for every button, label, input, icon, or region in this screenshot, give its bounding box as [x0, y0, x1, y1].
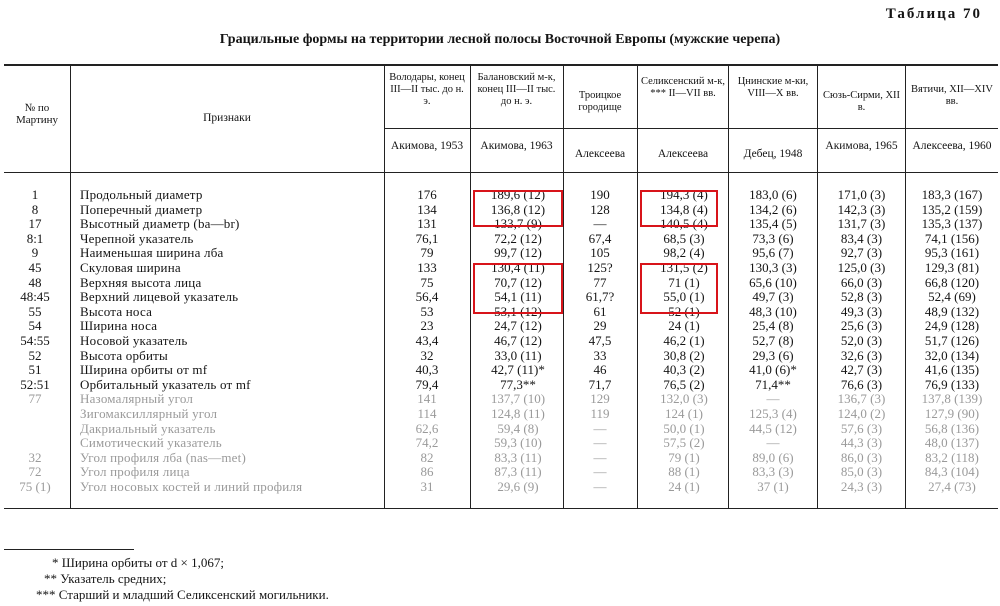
table-cell: 124,8 (11) — [491, 406, 545, 421]
col-divider-4 — [563, 64, 564, 508]
table-cell: — — [766, 435, 780, 451]
row-num: 32 — [28, 449, 42, 465]
table-cell: 171,0 (3) — [837, 187, 886, 202]
table-cell: 25,6 (3) — [840, 318, 883, 334]
row-num: 45 — [28, 260, 42, 275]
col-divider-8 — [905, 64, 906, 508]
table-cell: 75 — [420, 274, 434, 290]
table-cell: 29,6 (9) — [497, 479, 539, 494]
table-cell: 53 — [420, 303, 434, 319]
table-cell: 71,4** — [755, 376, 791, 392]
table-cell: 125? — [587, 260, 613, 275]
table-cell: 53,1 (12) — [494, 303, 542, 319]
row-feature-name: Ширина орбиты от mf — [80, 362, 208, 378]
table-cell: 33,0 (11) — [494, 347, 542, 363]
row-num: 1 — [31, 187, 39, 202]
table-cell: 65,6 (10) — [749, 274, 797, 290]
table-cell: 132,0 (3) — [660, 391, 708, 407]
header-ref-7: Алексеева, 1960 — [912, 140, 992, 152]
col-divider-2 — [384, 64, 385, 508]
table-cell: 141 — [417, 391, 437, 407]
table-cell: 47,5 — [588, 333, 612, 348]
row-feature-name: Угол профиля лица — [80, 464, 190, 480]
table-cell: 76,6 (3) — [840, 376, 883, 392]
table-cell: 83,3 (3) — [752, 464, 794, 480]
table-cell: 84,3 (104) — [924, 464, 980, 480]
table-cell: 88 (1) — [668, 464, 700, 480]
table-cell: 83,3 (11) — [494, 449, 542, 465]
row-feature-name: Угол профиля лба (nas—met) — [80, 449, 246, 465]
table-cell: 40,3 (2) — [663, 362, 705, 378]
table-cell: 48,0 (137) — [924, 435, 980, 451]
header-group-2: Балановский м-к, конец III—II тыс. до н. э. — [477, 72, 556, 107]
table-cell: 137,8 (139) — [921, 391, 983, 407]
table-cell: — — [766, 391, 780, 407]
table-cell: 189,6 (12) — [490, 187, 546, 202]
table-cell: — — [593, 464, 607, 480]
table-cell: — — [593, 420, 607, 436]
row-num: 48 — [28, 274, 42, 290]
col-divider-5 — [637, 64, 638, 508]
table-cell: 194,3 (4) — [660, 187, 708, 202]
row-feature-name: Дакриальный указатель — [80, 420, 216, 436]
highlight-box-2 — [473, 260, 563, 314]
table-cell: 44,5 (12) — [749, 420, 797, 436]
table-cell: 129,3 (81) — [924, 260, 980, 275]
table-cell: 43,4 — [415, 333, 439, 348]
table-cell: 76,1 — [415, 230, 439, 246]
table-cell: 131 — [417, 216, 437, 232]
row-num: 52:51 — [20, 376, 50, 392]
header-ref-1: Акимова, 1953 — [390, 140, 464, 152]
row-num: 8:1 — [26, 230, 44, 246]
table-cell: 62,6 — [415, 420, 439, 436]
table-cell: 128 — [590, 201, 610, 217]
row-feature-name: Угол носовых костей и линий профиля — [80, 479, 303, 494]
row-num: 52 — [28, 347, 42, 363]
highlight-box-3 — [640, 190, 718, 227]
table-cell: 86 — [420, 464, 434, 480]
rule-top — [4, 64, 998, 66]
rule-footnote — [4, 549, 134, 550]
row-feature-name: Скуловая ширина — [80, 260, 181, 275]
table-cell: 183,3 (167) — [921, 187, 983, 202]
row-feature-name: Высота орбиты — [80, 347, 168, 363]
table-cell: 125,3 (4) — [749, 406, 797, 421]
table-cell: 52,4 (69) — [928, 289, 976, 305]
table-cell: 32,6 (3) — [840, 347, 883, 363]
table-cell: 46,2 (1) — [663, 333, 705, 348]
table-cell: 95,3 (161) — [924, 245, 980, 261]
table-cell: 52,0 (3) — [840, 333, 883, 348]
row-feature-name: Верхняя высота лица — [80, 274, 202, 290]
table-cell: 98,2 (4) — [663, 245, 705, 261]
table-cell: 33 — [593, 347, 607, 363]
table-cell: 133 — [417, 260, 437, 275]
table-cell: 59,4 (8) — [497, 420, 539, 436]
row-feature-name: Зигомаксиллярный угол — [80, 406, 218, 421]
row-num: 77 — [28, 391, 42, 407]
table-cell: 135,4 (5) — [749, 216, 797, 232]
table-cell: 52,8 (3) — [840, 289, 883, 305]
col-divider-1 — [70, 64, 71, 508]
table-cell: 134,8 (4) — [660, 201, 708, 217]
table-cell: 55,0 (1) — [663, 289, 705, 305]
header-group-7: Вятичи, XII—XIV вв. — [911, 84, 993, 107]
table-cell: 136,7 (3) — [837, 391, 886, 407]
row-feature-name: Орбитальный указатель от mf — [80, 376, 251, 392]
table-cell: 40,3 — [415, 362, 439, 378]
table-cell: 131,5 (2) — [660, 260, 708, 275]
table-cell: 46 — [593, 362, 607, 378]
row-num: 72 — [28, 464, 42, 480]
table-cell: 42,7 (3) — [840, 362, 883, 378]
table-cell: 135,2 (159) — [921, 201, 983, 217]
table-cell: 136,8 (12) — [490, 201, 546, 217]
row-feature-name: Назомалярный угол — [80, 391, 194, 407]
header-group-3: Троицкое городище — [578, 90, 622, 113]
row-num: 17 — [28, 216, 42, 232]
table-cell: 66,0 (3) — [840, 274, 883, 290]
row-num: 8 — [31, 201, 39, 217]
table-title: Грацильные формы на территории лесной полосы Восточной Европы (мужские черепа) — [219, 32, 781, 47]
table-cell: 27,4 (73) — [928, 479, 976, 494]
table-cell: 176 — [417, 187, 437, 202]
table-cell: 76,5 (2) — [663, 376, 705, 392]
table-cell: 79 — [420, 245, 434, 261]
table-cell: 114 — [417, 406, 437, 421]
col-divider-6 — [728, 64, 729, 508]
highlight-box-1 — [473, 187, 563, 227]
table-cell: 49,3 (3) — [840, 303, 883, 319]
table-cell: — — [593, 216, 607, 232]
table-cell: 57,5 (2) — [663, 435, 705, 451]
table-cell: 54,1 (11) — [494, 289, 542, 305]
row-feature-name: Высота носа — [80, 303, 153, 319]
table-cell: 130,4 (11) — [491, 260, 545, 275]
row-num: 75 (1) — [19, 479, 51, 494]
table-cell: 67,4 — [588, 230, 612, 246]
header-group-4: Селиксенский м-к, *** II—VII вв. — [640, 76, 726, 99]
header-group-1: Володары, конец III—II тыс. до н. э. — [389, 72, 465, 107]
table-cell: 131,7 (3) — [837, 216, 886, 232]
table-cell: 50,0 (1) — [663, 420, 705, 436]
table-cell: 92,7 (3) — [840, 245, 883, 261]
table-cell: 57,6 (3) — [840, 420, 883, 436]
col-divider-7 — [817, 64, 818, 508]
highlight-box-4 — [640, 263, 718, 314]
table-cell: 51,7 (126) — [924, 333, 980, 348]
table-cell: 42,7 (11)* — [491, 362, 545, 378]
table-cell: 41,6 (135) — [924, 362, 980, 378]
table-cell: 99,7 (12) — [494, 245, 542, 261]
table-cell: 24 (1) — [668, 318, 700, 334]
table-cell: 59,3 (10) — [494, 435, 542, 451]
table-cell: 30,8 (2) — [663, 347, 705, 363]
header-ref-6: Акимова, 1965 — [825, 140, 898, 152]
table-cell: 32,0 (134) — [924, 347, 980, 363]
row-num: 54:55 — [20, 333, 50, 348]
row-num: 54 — [28, 318, 42, 334]
table-cell: 85,0 (3) — [840, 464, 883, 480]
header-group-6: Сюзь-Сирми, XII в. — [822, 90, 901, 113]
table-cell: 124,0 (2) — [837, 406, 886, 421]
footnote-3: *** Старший и младший Селиксенский могильники. — [36, 587, 329, 602]
table-cell: 129 — [590, 391, 610, 407]
row-num: 48:45 — [20, 289, 50, 305]
table-cell: 124 (1) — [665, 406, 703, 421]
table-cell: 70,7 (12) — [494, 274, 542, 290]
row-feature-name: Продольный диаметр — [80, 187, 203, 202]
table-cell: 61,7? — [585, 289, 615, 305]
table-cell: 71 (1) — [668, 274, 700, 290]
table-cell: 25,4 (8) — [752, 318, 794, 334]
table-cell: 61 — [593, 303, 607, 319]
table-cell: 119 — [590, 406, 610, 421]
table-cell: 24,3 (3) — [840, 479, 883, 494]
table-cell: 95,6 (7) — [752, 245, 794, 261]
row-feature-name: Высотный диаметр (ba—br) — [80, 216, 240, 232]
table-cell: — — [593, 435, 607, 451]
table-cell: 48,3 (10) — [749, 303, 797, 319]
table-cell: 86,0 (3) — [840, 449, 883, 465]
table-cell: 29 — [593, 318, 607, 334]
row-feature-name: Носовой указатель — [80, 333, 188, 348]
header-ref-2: Акимова, 1963 — [480, 140, 553, 152]
table-cell: 77,3** — [500, 376, 536, 392]
col-divider-3 — [470, 64, 471, 508]
table-cell: 24,9 (128) — [924, 318, 980, 334]
table-cell: 133,7 (9) — [494, 216, 542, 232]
row-feature-name: Черепной указатель — [80, 230, 194, 246]
header-num: № по Мартину — [15, 102, 59, 126]
table-cell: 190 — [590, 187, 610, 202]
table-cell: 68,5 (3) — [663, 230, 705, 246]
table-cell: 134,2 (6) — [749, 201, 797, 217]
header-ref-5: Дебец, 1948 — [743, 148, 803, 160]
table-cell: 134 — [417, 201, 437, 217]
table-cell: 49,7 (3) — [752, 289, 794, 305]
row-num: 51 — [28, 362, 42, 378]
table-cell: 29,3 (6) — [752, 347, 794, 363]
table-cell: 24 (1) — [668, 479, 700, 494]
row-num: 9 — [31, 245, 39, 261]
table-cell: 82 — [420, 449, 434, 465]
table-cell: 37 (1) — [757, 479, 789, 494]
table-cell: 31 — [420, 479, 434, 494]
table-cell: 72,2 (12) — [494, 230, 542, 246]
table-cell: 23 — [420, 318, 434, 334]
table-cell: 41,0 (6)* — [749, 362, 797, 378]
rule-header-bottom — [4, 172, 998, 173]
table-cell: 32 — [420, 347, 434, 363]
table-cell: 105 — [590, 245, 610, 261]
header-ref-3: Алексеева — [574, 148, 626, 160]
table-cell: 56,8 (136) — [924, 420, 980, 436]
rule-bottom — [4, 508, 998, 509]
table-cell: 44,3 (3) — [840, 435, 883, 451]
table-cell: 24,7 (12) — [494, 318, 542, 334]
row-num: 55 — [28, 303, 42, 319]
table-cell: 137,7 (10) — [490, 391, 546, 407]
table-cell: 183,0 (6) — [749, 187, 797, 202]
row-feature-name: Наименьшая ширина лба — [80, 245, 224, 261]
table-cell: 74,1 (156) — [924, 230, 980, 246]
row-feature-name: Симотический указатель — [80, 435, 222, 451]
table-number: Таблица 70 — [885, 6, 982, 22]
header-features: Признаки — [203, 112, 251, 124]
header-group-5: Цнинские м-ки, VIII—X вв. — [737, 76, 809, 99]
footnote-1: * Ширина орбиты от d × 1,067; — [52, 555, 224, 570]
table-cell: 52 (1) — [668, 303, 700, 319]
table-cell: 52,7 (8) — [752, 333, 794, 348]
table-cell: 48,9 (132) — [924, 303, 980, 319]
table-cell: 73,3 (6) — [752, 230, 794, 246]
row-feature-name: Поперечный диаметр — [80, 201, 203, 217]
table-cell: 87,3 (11) — [494, 464, 542, 480]
table-cell: — — [593, 479, 607, 494]
table-cell: 83,2 (118) — [925, 449, 979, 465]
table-cell: 71,7 — [588, 376, 612, 392]
table-cell: 79 (1) — [668, 449, 700, 465]
table-cell: 66,8 (120) — [924, 274, 980, 290]
table-cell: 130,3 (3) — [749, 260, 797, 275]
table-cell: 127,9 (90) — [924, 406, 980, 421]
table-cell: 125,0 (3) — [837, 260, 886, 275]
table-cell: 46,7 (12) — [494, 333, 542, 348]
table-cell: 56,4 — [415, 289, 439, 305]
footnote-2: ** Указатель средних; — [44, 571, 167, 586]
table-cell: 76,9 (133) — [924, 376, 980, 392]
table-cell: 77 — [593, 274, 607, 290]
table-cell: 140,5 (4) — [660, 216, 708, 232]
table-cell: 74,2 — [415, 435, 439, 451]
table-cell: — — [593, 449, 607, 465]
header-ref-4: Алексеева — [657, 148, 709, 160]
row-feature-name: Ширина носа — [80, 318, 158, 334]
table-cell: 135,3 (137) — [921, 216, 983, 232]
table-cell: 89,0 (6) — [752, 449, 794, 465]
table-cell: 142,3 (3) — [837, 201, 886, 217]
table-cell: 79,4 — [415, 376, 439, 392]
row-feature-name: Верхний лицевой указатель — [80, 289, 239, 305]
table-cell: 83,4 (3) — [840, 230, 883, 246]
